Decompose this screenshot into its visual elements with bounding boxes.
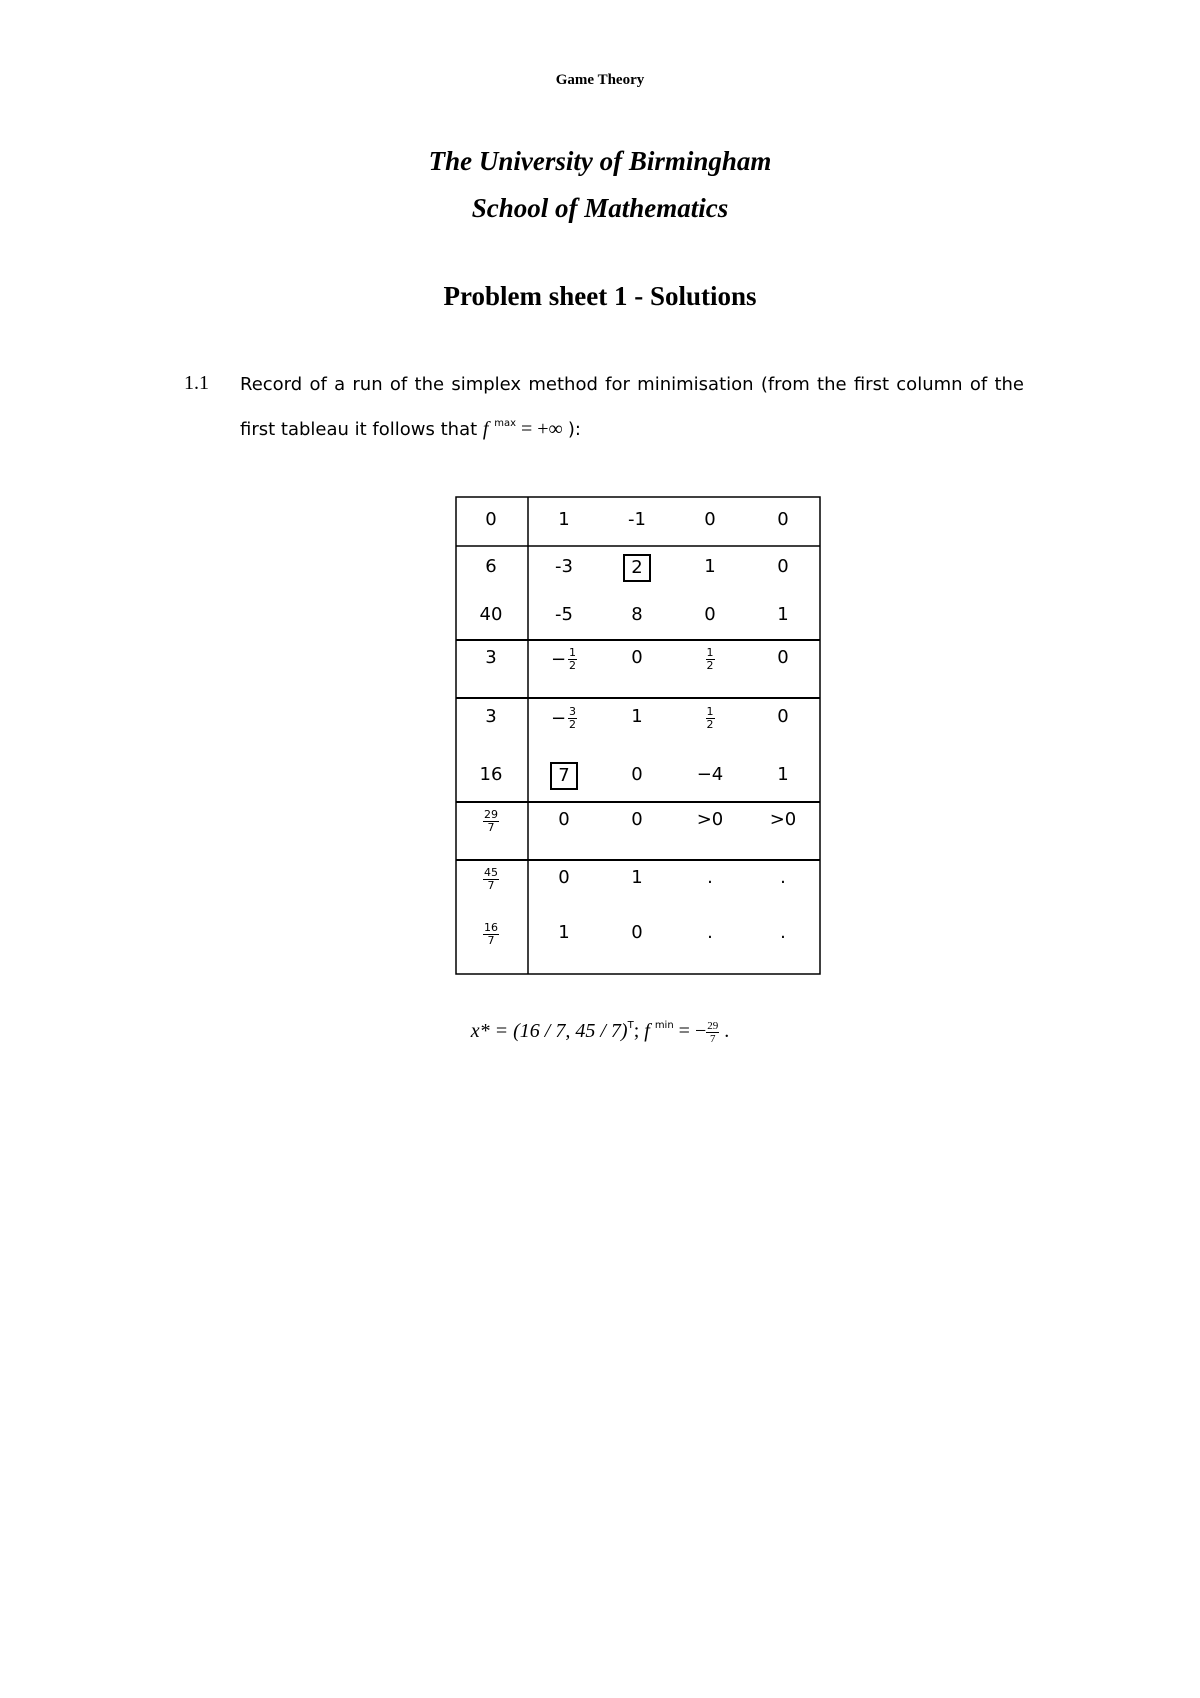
minus-sign: − (550, 648, 567, 670)
tableau-cell: . (707, 867, 713, 888)
tableau-cell: >0 (769, 809, 797, 830)
min-superscript: min (654, 1020, 674, 1032)
tableau-cell (528, 647, 600, 672)
university-name: The University of Birmingham (428, 146, 772, 176)
fraction-numerator: 16 (484, 921, 498, 934)
tableau-cell: 0 (558, 809, 570, 830)
tableau-cell: 8 (631, 604, 643, 625)
tableau-cell: . (707, 922, 713, 943)
fraction (483, 809, 499, 834)
equals-infinity: = +∞ (516, 418, 568, 440)
simplex-tableau (455, 496, 821, 975)
fraction-denominator: 7 (487, 821, 495, 834)
fraction-denominator: 2 (706, 659, 714, 672)
tableau-cell: 1 (558, 509, 570, 530)
fraction (483, 922, 499, 947)
tableau-cell: . (780, 922, 786, 943)
problem-text-line-2-suffix: ): (567, 419, 581, 440)
pivot-element: 2 (623, 554, 650, 582)
fraction-numerator: 3 (569, 705, 577, 718)
tableau-cell: 0 (777, 647, 789, 668)
fraction-numerator: 45 (484, 866, 498, 879)
fraction (706, 647, 715, 672)
tableau-cell: . (780, 867, 786, 888)
fraction (568, 706, 577, 731)
problem-number: 1.1 (184, 372, 209, 394)
tableau-cell: 0 (485, 509, 497, 530)
max-superscript: max (494, 418, 516, 429)
transpose-superscript: T (627, 1020, 634, 1032)
result-end: . (719, 1020, 730, 1043)
tableau-cell: −4 (696, 764, 724, 785)
fraction (483, 867, 499, 892)
tableau-cell: 1 (631, 706, 643, 727)
tableau-cell: 0 (631, 764, 643, 785)
fraction-denominator: 7 (709, 1033, 716, 1045)
tableau-cell: 40 (479, 604, 503, 625)
tableau-cell (674, 647, 746, 672)
fraction-numerator: 1 (706, 705, 714, 718)
tableau-cell: 0 (777, 556, 789, 577)
tableau-cell: 0 (777, 509, 789, 530)
fraction (568, 647, 577, 672)
fraction-denominator: 7 (487, 879, 495, 892)
tableau-cell: -3 (555, 556, 573, 577)
tableau-cell: 0 (558, 867, 570, 888)
f-min-equals: = − (673, 1020, 707, 1043)
tableau-cell: 1 (704, 556, 716, 577)
tableau-cell: 1 (777, 764, 789, 785)
problem-text-line-2-prefix: first tableau it follows that (240, 419, 478, 440)
fraction (706, 706, 715, 731)
tableau-cell: 0 (704, 509, 716, 530)
tableau-cell: 1 (631, 867, 643, 888)
minus-sign: − (550, 707, 567, 729)
solution-line (0, 1020, 1200, 1045)
tableau-cell: 6 (485, 556, 497, 577)
tableau-cell (455, 809, 527, 834)
fraction-denominator: 7 (487, 934, 495, 947)
x-star-value: x* = (16 / 7, 45 / 7) (470, 1020, 628, 1043)
tableau-cell: -5 (555, 604, 573, 625)
tableau-cell: 0 (631, 809, 643, 830)
fraction-denominator: 2 (706, 718, 714, 731)
tableau-cell (455, 922, 527, 947)
tableau-cell: 0 (631, 922, 643, 943)
pivot-element: 7 (550, 762, 577, 790)
tableau-cell (528, 706, 600, 731)
problem-text-line-1: Record of a run of the simplex method for minimisation (from the first column of the (240, 374, 1024, 395)
tableau-cell: -1 (628, 509, 646, 530)
problem-text-line-2 (240, 418, 581, 441)
tableau-cell: 0 (631, 647, 643, 668)
fraction-numerator: 29 (484, 808, 498, 821)
running-header: Game Theory (555, 72, 645, 88)
tableau-cell: >0 (696, 809, 724, 830)
fraction-numerator: 1 (706, 646, 714, 659)
tableau-cell: 0 (777, 706, 789, 727)
f-symbol: f (482, 418, 489, 440)
fraction-numerator: 29 (707, 1020, 719, 1032)
school-name: School of Mathematics (471, 193, 729, 223)
sheet-title: Problem sheet 1 - Solutions (443, 281, 757, 311)
fraction-denominator: 2 (569, 718, 577, 731)
fraction-numerator: 1 (569, 646, 577, 659)
tableau-cell: 3 (485, 647, 497, 668)
tableau-cell (455, 867, 527, 892)
tableau-cell (528, 762, 600, 790)
tableau-cell (601, 554, 673, 582)
fraction-denominator: 2 (569, 659, 577, 672)
f-min-fraction (706, 1020, 719, 1045)
tableau-cell: 3 (485, 706, 497, 727)
separator: ; (633, 1020, 645, 1043)
tableau-cell: 1 (777, 604, 789, 625)
tableau-cell: 16 (479, 764, 503, 785)
tableau-cell: 1 (558, 922, 570, 943)
f-symbol: f (644, 1020, 650, 1043)
tableau-cell: 0 (704, 604, 716, 625)
tableau-cell (674, 706, 746, 731)
